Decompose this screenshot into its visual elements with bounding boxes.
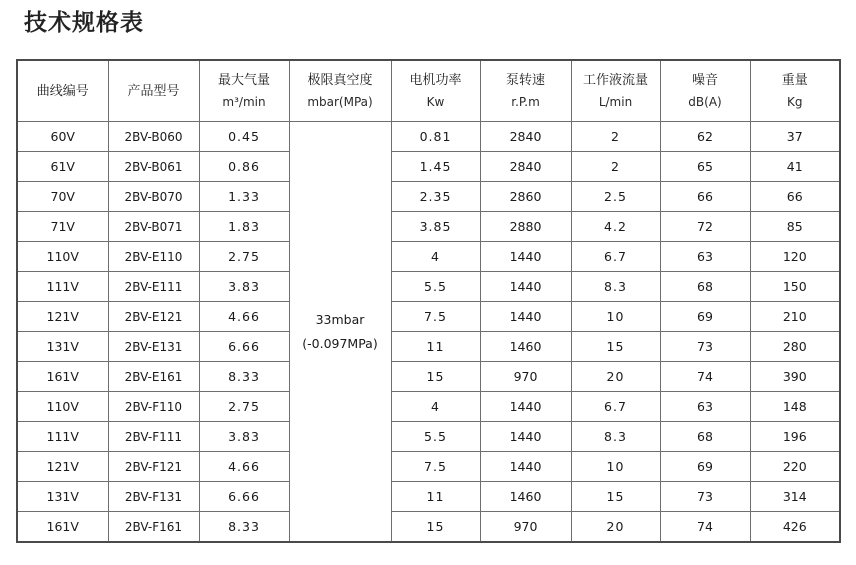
cell-power: 3.85 [391, 212, 480, 242]
cell-weight: 66 [750, 182, 840, 212]
cell-model: 2BV-B071 [108, 212, 199, 242]
cell-speed: 1440 [480, 302, 571, 332]
cell-noise: 63 [660, 242, 750, 272]
table-row [17, 452, 840, 482]
cell-air-volume: 2.75 [199, 392, 289, 422]
cell-weight: 148 [750, 392, 840, 422]
cell-curve: 161V [17, 362, 108, 392]
cell-weight: 120 [750, 242, 840, 272]
table-row [17, 152, 840, 182]
cell-power: 4 [391, 242, 480, 272]
cell-air-volume: 0.45 [199, 122, 289, 152]
cell-speed: 1440 [480, 452, 571, 482]
header-speed [480, 60, 571, 122]
cell-speed: 1460 [480, 332, 571, 362]
vacuum-value-mbar: 33mbar [315, 311, 365, 327]
cell-weight: 150 [750, 272, 840, 302]
cell-speed: 2840 [480, 152, 571, 182]
cell-curve: 131V [17, 332, 108, 362]
cell-air-volume: 8.33 [199, 362, 289, 392]
cell-speed: 970 [480, 512, 571, 543]
cell-speed: 1440 [480, 422, 571, 452]
cell-air-volume: 4.66 [199, 302, 289, 332]
cell-power: 1.45 [391, 152, 480, 182]
cell-speed: 2860 [480, 182, 571, 212]
cell-air-volume: 8.33 [199, 512, 289, 543]
header-model-label: 产品型号 [127, 83, 180, 99]
table-row [17, 482, 840, 512]
vacuum-value-mpa: (-0.097MPa) [302, 335, 378, 351]
cell-curve: 61V [17, 152, 108, 182]
header-air-volume-label: 最大气量 [217, 73, 270, 88]
cell-curve: 121V [17, 452, 108, 482]
spec-table [16, 59, 841, 543]
cell-noise: 62 [660, 122, 750, 152]
table-row [17, 182, 840, 212]
cell-curve: 131V [17, 482, 108, 512]
cell-curve: 70V [17, 182, 108, 212]
header-noise-unit: dB(A) [688, 95, 722, 109]
cell-air-volume: 1.83 [199, 212, 289, 242]
header-vacuum [289, 60, 391, 122]
table-row [17, 422, 840, 452]
cell-speed: 1440 [480, 272, 571, 302]
header-flow [571, 60, 660, 122]
header-noise [660, 60, 750, 122]
cell-model: 2BV-F111 [108, 422, 199, 452]
cell-power: 15 [391, 362, 480, 392]
cell-speed: 1460 [480, 482, 571, 512]
cell-speed: 1440 [480, 392, 571, 422]
header-curve [17, 60, 108, 122]
cell-model: 2BV-B061 [108, 152, 199, 182]
header-row [17, 60, 840, 122]
cell-flow: 10 [571, 452, 660, 482]
cell-power: 0.81 [391, 122, 480, 152]
cell-air-volume: 3.83 [199, 272, 289, 302]
cell-power: 4 [391, 392, 480, 422]
cell-power: 2.35 [391, 182, 480, 212]
table-row [17, 332, 840, 362]
cell-air-volume: 1.33 [199, 182, 289, 212]
cell-noise: 69 [660, 302, 750, 332]
cell-weight: 220 [750, 452, 840, 482]
header-air-volume-unit: m³/min [222, 95, 266, 109]
header-weight-label: 重量 [781, 73, 808, 88]
header-model [108, 60, 199, 122]
cell-air-volume: 0.86 [199, 152, 289, 182]
table-header [17, 60, 840, 122]
cell-weight: 390 [750, 362, 840, 392]
header-speed-unit: r.P.m [511, 95, 540, 109]
cell-model: 2BV-E111 [108, 272, 199, 302]
cell-flow: 2.5 [571, 182, 660, 212]
header-curve-label: 曲线编号 [36, 83, 89, 99]
cell-flow: 8.3 [571, 272, 660, 302]
table-row [17, 242, 840, 272]
cell-power: 11 [391, 482, 480, 512]
cell-power: 15 [391, 512, 480, 543]
header-vacuum-unit: mbar(MPa) [307, 95, 373, 109]
cell-model: 2BV-E121 [108, 302, 199, 332]
cell-noise: 73 [660, 332, 750, 362]
cell-noise: 68 [660, 422, 750, 452]
cell-model: 2BV-F121 [108, 452, 199, 482]
cell-weight: 280 [750, 332, 840, 362]
cell-noise: 72 [660, 212, 750, 242]
header-weight-unit: Kg [787, 95, 803, 109]
header-flow-label: 工作液流量 [582, 73, 648, 88]
table-row [17, 362, 840, 392]
table-row [17, 302, 840, 332]
cell-speed: 970 [480, 362, 571, 392]
cell-flow: 6.7 [571, 392, 660, 422]
cell-flow: 2 [571, 122, 660, 152]
cell-speed: 2840 [480, 122, 571, 152]
cell-power: 5.5 [391, 272, 480, 302]
header-power-label: 电机功率 [409, 73, 462, 88]
cell-flow: 6.7 [571, 242, 660, 272]
table-row [17, 272, 840, 302]
cell-flow: 8.3 [571, 422, 660, 452]
cell-power: 5.5 [391, 422, 480, 452]
cell-air-volume: 2.75 [199, 242, 289, 272]
cell-vacuum [289, 122, 391, 543]
cell-model: 2BV-F131 [108, 482, 199, 512]
cell-weight: 85 [750, 212, 840, 242]
cell-weight: 41 [750, 152, 840, 182]
cell-noise: 74 [660, 512, 750, 543]
cell-flow: 4.2 [571, 212, 660, 242]
cell-weight: 196 [750, 422, 840, 452]
cell-model: 2BV-E161 [108, 362, 199, 392]
cell-air-volume: 6.66 [199, 482, 289, 512]
cell-noise: 63 [660, 392, 750, 422]
cell-weight: 37 [750, 122, 840, 152]
cell-power: 11 [391, 332, 480, 362]
cell-curve: 111V [17, 422, 108, 452]
cell-noise: 66 [660, 182, 750, 212]
header-weight [750, 60, 840, 122]
cell-noise: 65 [660, 152, 750, 182]
header-air-volume [199, 60, 289, 122]
cell-model: 2BV-F161 [108, 512, 199, 543]
cell-model: 2BV-F110 [108, 392, 199, 422]
cell-curve: 111V [17, 272, 108, 302]
table-row [17, 122, 840, 152]
cell-air-volume: 6.66 [199, 332, 289, 362]
cell-flow: 20 [571, 512, 660, 543]
cell-power: 7.5 [391, 452, 480, 482]
cell-noise: 69 [660, 452, 750, 482]
cell-model: 2BV-B070 [108, 182, 199, 212]
cell-model: 2BV-B060 [108, 122, 199, 152]
cell-curve: 121V [17, 302, 108, 332]
cell-curve: 71V [17, 212, 108, 242]
cell-flow: 15 [571, 332, 660, 362]
cell-flow: 10 [571, 302, 660, 332]
table-row [17, 392, 840, 422]
header-flow-unit: L/min [598, 95, 633, 109]
cell-noise: 73 [660, 482, 750, 512]
table-row [17, 512, 840, 543]
cell-flow: 20 [571, 362, 660, 392]
cell-flow: 2 [571, 152, 660, 182]
cell-model: 2BV-E131 [108, 332, 199, 362]
cell-curve: 110V [17, 242, 108, 272]
header-noise-label: 噪音 [691, 73, 718, 88]
cell-noise: 74 [660, 362, 750, 392]
header-power [391, 60, 480, 122]
cell-air-volume: 4.66 [199, 452, 289, 482]
cell-noise: 68 [660, 272, 750, 302]
cell-air-volume: 3.83 [199, 422, 289, 452]
cell-curve: 161V [17, 512, 108, 543]
cell-curve: 60V [17, 122, 108, 152]
cell-weight: 210 [750, 302, 840, 332]
header-speed-label: 泵转速 [505, 73, 545, 88]
page-title: 技术规格表 [24, 10, 144, 36]
cell-weight: 314 [750, 482, 840, 512]
cell-model: 2BV-E110 [108, 242, 199, 272]
cell-curve: 110V [17, 392, 108, 422]
table-body [17, 122, 840, 543]
cell-flow: 15 [571, 482, 660, 512]
header-power-unit: Kw [426, 95, 445, 109]
table-row [17, 212, 840, 242]
header-vacuum-label: 极限真空度 [307, 73, 373, 88]
cell-power: 7.5 [391, 302, 480, 332]
cell-speed: 1440 [480, 242, 571, 272]
cell-weight: 426 [750, 512, 840, 543]
cell-speed: 2880 [480, 212, 571, 242]
